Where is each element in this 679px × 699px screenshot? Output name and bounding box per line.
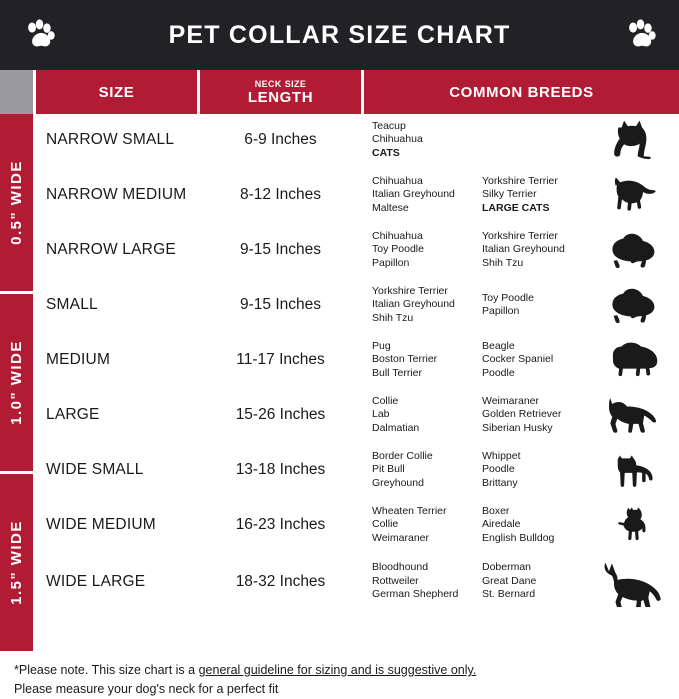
- footer-note-line-1: [14, 661, 665, 680]
- chart-header: [0, 0, 679, 70]
- cell-length: 8-12 Inches: [200, 169, 364, 221]
- breed-list-right: Doberman Great Dane St. Bernard: [482, 561, 537, 601]
- breed-list-left: Wheaten Terrier Collie Weimaraner: [372, 504, 447, 544]
- table-row: [36, 554, 679, 609]
- cell-length: 16-23 Inches: [200, 499, 364, 551]
- breed-list-right: Boxer Airedale English Bulldog: [482, 504, 555, 544]
- cell-size: WIDE MEDIUM: [36, 499, 200, 551]
- group-rows-0: [36, 114, 679, 279]
- table-corner-cell: [0, 70, 36, 114]
- breed-list-right: Yorkshire Terrier Silky Terrier LARGE CATS: [482, 174, 558, 214]
- table-row: [36, 499, 679, 554]
- breed-list-right: Beagle Cocker Spaniel Poodle: [482, 339, 554, 379]
- breed-list-left: Bloodhound Rottweiler German Shepherd: [372, 561, 459, 601]
- table-row: [36, 279, 679, 334]
- fluffy-dog-icon: [592, 279, 675, 331]
- doberman-icon: [592, 554, 675, 609]
- cell-length: 15-26 Inches: [200, 389, 364, 441]
- cell-size: WIDE SMALL: [36, 444, 200, 496]
- beagle-icon: [592, 334, 675, 386]
- width-group-text: 1.5" WIDE: [8, 520, 26, 605]
- breed-list-left: Chihuahua Toy Poodle Papillon: [372, 229, 424, 269]
- cell-size: NARROW MEDIUM: [36, 169, 200, 221]
- group-rows-2: [36, 444, 679, 609]
- table-row: [36, 114, 679, 169]
- column-header-size: SIZE: [36, 70, 200, 114]
- paw-icon: [623, 18, 657, 52]
- cell-length: 18-32 Inches: [200, 554, 364, 609]
- paw-icon: [22, 18, 56, 52]
- cell-breeds: [364, 499, 679, 551]
- breed-list-right: Yorkshire Terrier Italian Greyhound Shih Tzu: [482, 229, 565, 269]
- cell-breeds: [364, 554, 679, 609]
- cell-breeds: [364, 444, 679, 496]
- footer-note-line-2: Please measure your dog's neck for a perfect fit: [14, 681, 279, 696]
- size-chart-table: [0, 70, 679, 651]
- column-header-breeds: COMMON BREEDS: [449, 83, 594, 101]
- group-rows-1: [36, 279, 679, 444]
- table-row: [36, 334, 679, 389]
- footer-note-underlined: general guideline for sizing and is suggestive only.: [198, 663, 477, 677]
- standing-dog-icon: [592, 499, 675, 551]
- cell-size: MEDIUM: [36, 334, 200, 386]
- cell-length: 9-15 Inches: [200, 224, 364, 276]
- page-title: PET COLLAR SIZE CHART: [168, 20, 511, 49]
- table-row: [36, 389, 679, 444]
- large-dog-icon: [592, 389, 675, 441]
- breed-list-right: Toy Poodle Papillon: [482, 291, 534, 317]
- column-header-length-text: LENGTH: [247, 88, 314, 106]
- table-row: [36, 169, 679, 224]
- width-group-text: 1.0" WIDE: [8, 340, 26, 425]
- pit-bull-icon: [592, 444, 675, 496]
- column-header-length: [200, 70, 364, 114]
- table-row: [36, 224, 679, 279]
- cell-breeds: [364, 334, 679, 386]
- cell-size: WIDE LARGE: [36, 554, 200, 609]
- cell-size: LARGE: [36, 389, 200, 441]
- breed-list-left: Border Collie Pit Bull Greyhound: [372, 449, 433, 489]
- cell-length: 13-18 Inches: [200, 444, 364, 496]
- cell-length: 11-17 Inches: [200, 334, 364, 386]
- column-header-neck-size: NECK SIZE: [254, 78, 307, 89]
- cell-breeds: [364, 224, 679, 276]
- breed-list-right: Weimaraner Golden Retriever Siberian Husky: [482, 394, 562, 434]
- breed-list-left: Pug Boston Terrier Bull Terrier: [372, 339, 438, 379]
- breed-list-left: Chihuahua Italian Greyhound Maltese: [372, 174, 455, 214]
- breed-list-left: Teacup Chihuahua CATS: [372, 119, 423, 159]
- footer-note: [0, 651, 679, 699]
- fluffy-dog-icon: [592, 224, 675, 276]
- cell-length: 9-15 Inches: [200, 279, 364, 331]
- cell-breeds: [364, 279, 679, 331]
- cell-breeds: [364, 114, 679, 166]
- width-group-label-2: [0, 474, 36, 651]
- cell-breeds: [364, 389, 679, 441]
- breed-list-right: Whippet Poodle Brittany: [482, 449, 521, 489]
- table-header-row: [36, 70, 679, 114]
- breed-list-left: Yorkshire Terrier Italian Greyhound Shih Tzu: [372, 284, 455, 324]
- cell-breeds: [364, 169, 679, 221]
- width-group-text: 0.5" WIDE: [8, 160, 26, 245]
- small-dog-icon: [592, 169, 675, 221]
- cell-length: 6-9 Inches: [200, 114, 364, 166]
- width-group-column: [0, 70, 36, 651]
- cell-size: NARROW LARGE: [36, 224, 200, 276]
- footer-note-prefix: *Please note. This size chart is a: [14, 663, 199, 677]
- table-row: [36, 444, 679, 499]
- cell-size: NARROW SMALL: [36, 114, 200, 166]
- breed-list-left: Collie Lab Dalmatian: [372, 394, 420, 434]
- cell-size: SMALL: [36, 279, 200, 331]
- width-group-label-0: [0, 114, 36, 294]
- width-group-label-1: [0, 294, 36, 474]
- table-body: [36, 70, 679, 651]
- cat-sitting-icon: [592, 114, 675, 166]
